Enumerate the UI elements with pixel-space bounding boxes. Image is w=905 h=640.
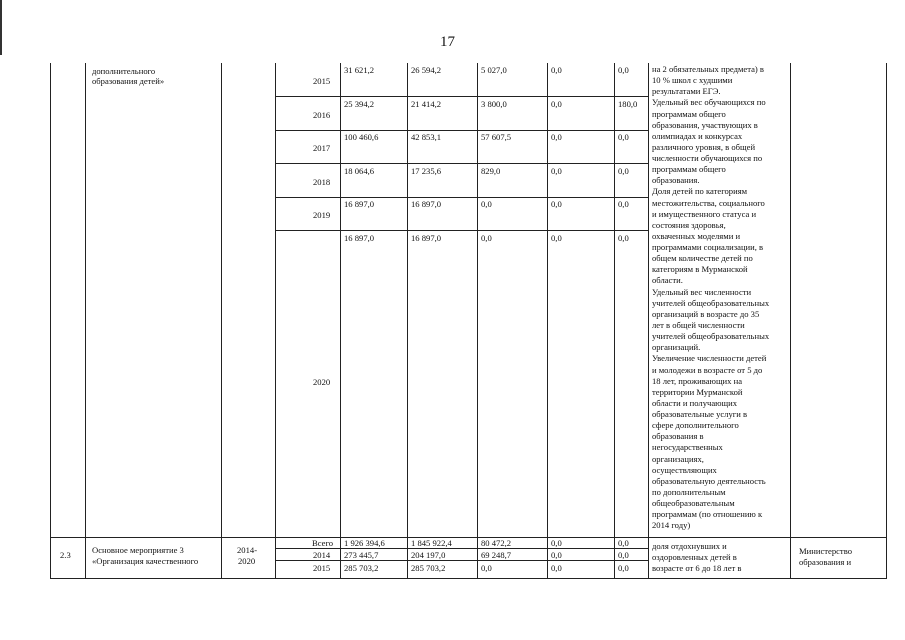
- col-line-other: [648, 63, 649, 579]
- total-cell: 18 064,6: [344, 166, 375, 176]
- total-cell: 285 703,2: [344, 563, 379, 573]
- total-cell: 31 621,2: [344, 65, 375, 75]
- row-line-2019: [275, 230, 648, 231]
- local-cell: 0,0: [551, 65, 562, 75]
- indicator-line: организаций в возрасте до 35: [652, 308, 760, 319]
- indicator-line: образования в: [652, 431, 704, 442]
- year-cell: 2019: [313, 210, 331, 220]
- col-line-year: [340, 63, 341, 579]
- indicator-line: программам (по отношению к: [652, 509, 763, 520]
- measure-indicator-line-2: оздоровленных детей в: [652, 552, 737, 562]
- indicator-line: 2014 году): [652, 520, 691, 531]
- indicator-line: различного уровня, в общей: [652, 141, 756, 152]
- regional-cell: 42 853,1: [411, 132, 442, 142]
- local-cell: 0,0: [551, 563, 562, 573]
- total-cell: 100 460,6: [344, 132, 379, 142]
- federal-cell: 5 027,0: [481, 65, 507, 75]
- federal-cell: 57 607,5: [481, 132, 512, 142]
- indicator-line: охваченных моделями и: [652, 230, 741, 241]
- year-cell: 2014: [313, 550, 331, 560]
- table-border-left: [50, 63, 51, 579]
- total-cell: 16 897,0: [344, 233, 375, 243]
- goal-name-line-2: образования детей»: [92, 76, 165, 86]
- local-cell: 0,0: [551, 99, 562, 109]
- federal-cell: 3 800,0: [481, 99, 507, 109]
- indicator-line: общеобразовательным: [652, 498, 735, 509]
- col-line-indicators: [790, 63, 791, 579]
- regional-cell: 204 197,0: [411, 550, 446, 560]
- row-line-2018: [275, 197, 648, 198]
- regional-cell: 1 845 922,4: [411, 538, 452, 548]
- indicator-line: по дополнительным: [652, 486, 726, 497]
- other-cell: 0,0: [618, 166, 629, 176]
- indicator-line: на 2 обязательных предмета) в: [652, 64, 764, 74]
- indicator-line: общем количестве детей по: [652, 253, 753, 264]
- page-number: 17: [440, 34, 455, 50]
- indicator-line: и имущественного статуса и: [652, 208, 757, 219]
- indicator-line: области.: [652, 275, 683, 286]
- col-line-period: [275, 63, 276, 579]
- regional-cell: 21 414,2: [411, 99, 442, 109]
- col-line-federal: [547, 63, 548, 579]
- indicator-line: осуществляющих: [652, 464, 717, 475]
- total-cell: 1 926 394,6: [344, 538, 385, 548]
- indicator-line: Удельный вес численности: [652, 286, 752, 297]
- other-cell: 0,0: [618, 563, 629, 573]
- total-cell: 273 445,7: [344, 550, 379, 560]
- col-line-number: [85, 63, 86, 579]
- executor-line-2: образования и: [799, 557, 852, 567]
- indicator-line: организациях,: [652, 453, 704, 464]
- other-cell: 0,0: [618, 199, 629, 209]
- goal-name-line-1: дополнительного: [92, 66, 156, 76]
- indicator-line: местожительства, социального: [652, 197, 765, 208]
- table-border-right: [886, 63, 887, 579]
- regional-cell: 285 703,2: [411, 563, 446, 573]
- regional-cell: 17 235,6: [411, 166, 442, 176]
- indicator-line: образовательные услуги в: [652, 409, 748, 420]
- indicator-line: образования.: [652, 175, 700, 186]
- indicator-line: состояния здоровья,: [652, 219, 726, 230]
- measure-period-line-2: 2020: [238, 556, 256, 566]
- indicator-line: Увеличение численности детей: [652, 353, 767, 364]
- col-line-name: [221, 63, 222, 579]
- federal-cell: 0,0: [481, 233, 492, 243]
- indicator-line: численности обучающихся по: [652, 153, 763, 164]
- regional-cell: 16 897,0: [411, 233, 442, 243]
- measure-number: 2.3: [60, 550, 71, 560]
- indicator-line: учителей общеобразовательных: [652, 331, 770, 342]
- indicator-line: программам общего: [652, 108, 726, 119]
- measure-indicator-line-3: возрасте от 6 до 18 лет в: [652, 563, 742, 573]
- indicator-line: и молодежи в возрасте от 5 до: [652, 364, 763, 375]
- year-cell: Всего: [312, 538, 334, 548]
- measure-name-line-2: «Организация качественного: [92, 556, 199, 566]
- year-cell: 2016: [313, 110, 331, 120]
- indicator-line: Доля детей по категориям: [652, 186, 748, 197]
- local-cell: 0,0: [551, 538, 562, 548]
- other-cell: 0,0: [618, 538, 629, 548]
- year-cell: 2017: [313, 143, 331, 153]
- indicator-line: организаций.: [652, 342, 701, 353]
- executor-line-1: Министерство: [799, 546, 852, 556]
- year-cell: 2018: [313, 177, 331, 187]
- year-cell: 2015: [313, 76, 331, 86]
- row-line-2014: [275, 560, 648, 561]
- indicator-line: 10 % школ с худшими: [652, 75, 733, 86]
- measure-name-line-1: Основное мероприятие 3: [92, 545, 184, 555]
- local-cell: 0,0: [551, 550, 562, 560]
- indicator-line: лет в общей численности: [652, 319, 745, 330]
- total-cell: 25 394,2: [344, 99, 375, 109]
- section-separator: [50, 537, 887, 538]
- col-line-total: [407, 63, 408, 579]
- local-cell: 0,0: [551, 199, 562, 209]
- other-cell: 180,0: [618, 99, 638, 109]
- local-cell: 0,0: [551, 166, 562, 176]
- indicator-line: сфере дополнительного: [652, 420, 739, 431]
- other-cell: 0,0: [618, 65, 629, 75]
- indicator-line: области и получающих: [652, 397, 738, 408]
- total-cell: 16 897,0: [344, 199, 375, 209]
- federal-cell: 0,0: [481, 563, 492, 573]
- other-cell: 0,0: [618, 132, 629, 142]
- indicator-line: программам общего: [652, 164, 726, 175]
- regional-cell: 26 594,2: [411, 65, 442, 75]
- indicator-line: 18 лет, проживающих на: [652, 375, 743, 386]
- year-cell: 2015: [313, 563, 331, 573]
- measure-indicator-line-1: доля отдохнувших и: [652, 541, 727, 551]
- row-line-2017: [275, 163, 648, 164]
- local-cell: 0,0: [551, 132, 562, 142]
- page-edge-mark: [0, 0, 2, 55]
- other-cell: 0,0: [618, 233, 629, 243]
- indicator-line: территории Мурманской: [652, 386, 743, 397]
- federal-cell: 0,0: [481, 199, 492, 209]
- indicator-line: олимпиадах и конкурсах: [652, 130, 743, 141]
- indicator-line: категориям в Мурманской: [652, 264, 748, 275]
- measure-period-line-1: 2014-: [237, 545, 258, 555]
- federal-cell: 80 472,2: [481, 538, 512, 548]
- col-line-local: [614, 63, 615, 579]
- federal-cell: 69 248,7: [481, 550, 512, 560]
- indicator-line: учителей общеобразовательных: [652, 297, 770, 308]
- indicator-line: результатами ЕГЭ.: [652, 86, 721, 97]
- year-cell: 2020: [313, 377, 331, 387]
- row-line-2015: [275, 96, 648, 97]
- indicator-line: программами социализации, в: [652, 242, 764, 253]
- indicator-line: Удельный вес обучающихся по: [652, 97, 766, 108]
- row-line-2016: [275, 130, 648, 131]
- table-border-bottom: [50, 578, 887, 579]
- local-cell: 0,0: [551, 233, 562, 243]
- col-line-regional: [477, 63, 478, 579]
- indicator-line: образовательную деятельность: [652, 475, 766, 486]
- other-cell: 0,0: [618, 550, 629, 560]
- regional-cell: 16 897,0: [411, 199, 442, 209]
- federal-cell: 829,0: [481, 166, 501, 176]
- indicator-line: негосударственных: [652, 442, 723, 453]
- indicator-line: образования, участвующих в: [652, 119, 758, 130]
